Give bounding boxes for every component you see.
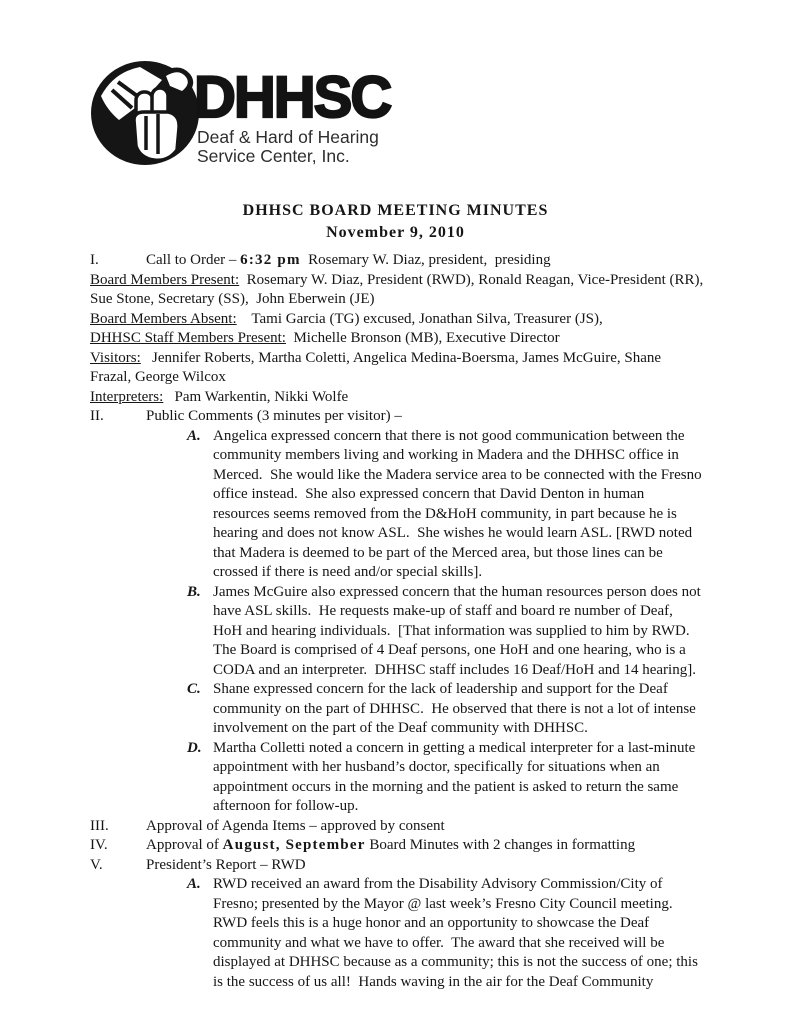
document-title-line2: November 9, 2010: [326, 224, 465, 241]
item-letter: D.: [187, 739, 202, 756]
roman-numeral: V.: [90, 856, 103, 873]
item-letter: A.: [187, 876, 201, 892]
logo-acronym: DHHSC: [194, 65, 391, 130]
line-call-to-order: [90, 251, 704, 271]
para-staff-members-present: [90, 329, 704, 349]
para-board-members-present: [90, 271, 708, 310]
paragraph-text: James McGuire also expressed concern that the human resources person does not have ASL skills. He requests make-up of staff and board re number of Deaf, HoH and hearing individuals. [That information was supplied to him by RWD. The Board is comprised of 4 Deaf persons, one HoH and one hearing, who is a CODA and an interpreter. DHHSC staff includes 16 Deaf/HoH and 14 hearing].: [213, 583, 705, 678]
item-letter: B.: [187, 583, 201, 600]
text-segment: Call to Order –: [146, 252, 241, 268]
underlined-label: Visitors:: [90, 349, 141, 366]
comment-item-a: [90, 427, 704, 583]
line-minutes-approval: [90, 836, 704, 856]
text-segment: Rosemary W. Diaz, President (RWD), Ronald Reagan, Vice-President (RR), Sue Stone, Secretary (SS), John Eberwein (JE): [90, 271, 708, 307]
document-title-line1: DHHSC BOARD MEETING MINUTES: [242, 202, 549, 219]
text-segment: Michelle Bronson (MB), Executive Director: [285, 330, 560, 346]
paragraph-text: [146, 251, 704, 271]
text-segment: Board Minutes with 2 changes in formatting: [365, 837, 636, 853]
item-letter: A.: [187, 427, 201, 444]
paragraph-text: Martha Colletti noted a concern in getting a medical interpreter for a last-minute appointment with her husband’s doctor, specifically for situations when an appointment occurs in the morning and the patient is asked to return the same afternoon for follow-up.: [213, 739, 700, 814]
roman-numeral: I.: [90, 252, 99, 268]
paragraph-text: Shane expressed concern for the lack of leadership and support for the Deaf community on the part of DHHSC. He observed that there is not a lot of intense involvement on the part of the Deaf community with DHHSC.: [213, 681, 700, 736]
text-segment: Rosemary W. Diaz, president, presiding: [300, 252, 551, 268]
roman-numeral: III.: [90, 817, 109, 834]
paragraph-text: Angelica expressed concern that there is not good communication between the community members living and working in Madera and the DHHSC office in Merced. She would like the Madera service area to be connected with the Fresno office instead. She also expressed concern that David Denton in human resources seems removed from the D&HoH community, in part because he is hearing and does not know ASL. She wishes he would learn ASL. [RWD noted that Madera is deemed to be part of the Merced area, but those lines can be crossed if there is need and/or special skills].: [213, 427, 706, 580]
item-letter: C.: [187, 681, 201, 697]
text-segment: Tami Garcia (TG) excused, Jonathan Silva, Treasurer (JS),: [236, 310, 603, 327]
logo-tagline: [197, 128, 390, 166]
comment-item-b: [90, 583, 704, 681]
text-segment: Pam Warkentin, Nikki Wolfe: [163, 388, 349, 405]
line-public-comments: [90, 407, 704, 427]
underlined-label: Board Members Present:: [90, 271, 240, 288]
text-segment: Jennifer Roberts, Martha Coletti, Angelica Medina-Boersma, James McGuire, Shane Frazal, George Wilcox: [90, 349, 665, 385]
para-board-members-absent: [90, 310, 704, 330]
document-title: [0, 200, 791, 244]
comment-item-c: [90, 680, 704, 739]
text-segment-bold-time: 6:32 pm: [240, 252, 301, 268]
paragraph-text: Public Comments (3 minutes per visitor) –: [146, 408, 402, 424]
report-item-a: [90, 875, 704, 992]
logo-tagline-line2: Service Center, Inc.: [197, 146, 350, 166]
line-presidents-report: [90, 856, 704, 876]
paragraph-text: President’s Report – RWD: [146, 856, 306, 873]
comment-item-d: [90, 739, 704, 817]
logo: [88, 58, 390, 166]
para-interpreters: [90, 388, 704, 408]
paragraph-text: Approval of Agenda Items – approved by consent: [146, 817, 445, 834]
text-segment: Approval of: [146, 837, 223, 853]
paragraph-text: RWD received an award from the Disability Advisory Commission/City of Fresno; presented by the Mayor @ last week’s Fresno City Council meeting. RWD feels this is a huge honor and an opportunity to showcase the Deaf community and what we have to offer. The award that she received will be displayed at DHHSC because as a community; this is not the success of one; this is the success of us all! Hands waving in the air for the Deaf Community: [213, 876, 702, 990]
roman-numeral: II.: [90, 408, 104, 424]
paragraph-text: [146, 836, 704, 856]
line-agenda-approval: [90, 817, 704, 837]
logo-tagline-line1: Deaf & Hard of Hearing: [197, 127, 379, 147]
text-segment-bold-months: August, September: [222, 837, 366, 853]
underlined-label: Board Members Absent:: [90, 310, 237, 327]
underlined-label: DHHSC Staff Members Present:: [90, 330, 286, 346]
logo-text: [194, 58, 390, 166]
para-visitors: [90, 349, 704, 388]
underlined-label: Interpreters:: [90, 388, 164, 405]
minutes-body: [90, 251, 708, 992]
roman-numeral: IV.: [90, 837, 108, 853]
